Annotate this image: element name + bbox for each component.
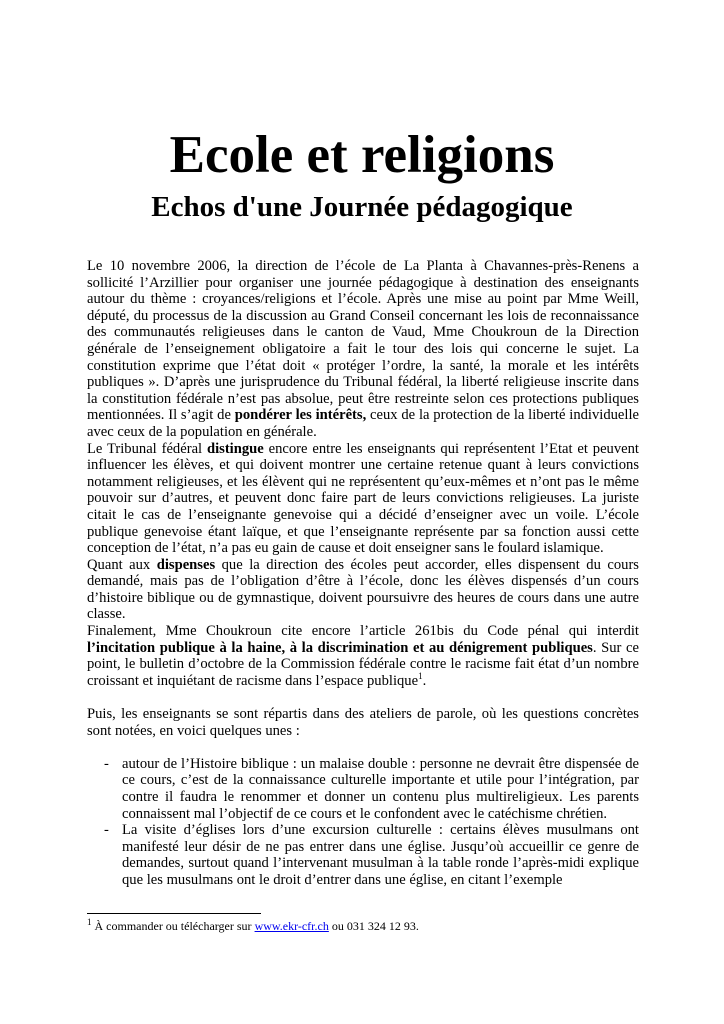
page-subtitle: Echos d'une Journée pédagogique [151, 191, 573, 223]
paragraph-dispenses-text-end: que la direction des écoles peut accorder, elles dispensent du cours demandé, mais pas de l’obligation d’être à l’école, donc les élèves dispensés d’un cours d’histoire biblique ou de gymnastique, doivent poursuivre des heures de cours dans une autre classe. [87, 556, 639, 623]
list-item-text: La visite d’églises lors d’une excursion culturelle : certains élèves musulmans ont manifesté leur désir de ne pas entrer dans une église. Jusqu’où accueillir ce genre de demandes, surtout quand l’intervenant musulman à la table ronde l’après-midi explique que les musulmans ont le droit d’entrer dans une église, en citant l’exemple [122, 822, 639, 888]
paragraph-dispenses-bold: dispenses [156, 556, 216, 573]
paragraph-spacer [87, 689, 639, 706]
paragraph-code-penal-text: Finalement, Mme Choukroun cite encore l’article 261bis du Code pénal qui interdit [87, 623, 639, 640]
paragraph-intro-text: Le 10 novembre 2006, la direction de l’école de La Planta à Chavannes-près-Renens a sollicité l’Arzillier pour organiser une journée pédagogique à destination des enseignants autour du thème : croyances/religions et l’école. Après une mise au point par Mme Weill, député, du processus de la discussion au Grand Conseil concernant les lois de reconnaissance des communautés religieuses dans le canton de Vaud, Mme Choukroun de la Direction générale de l’enseignement obligatoire a fait le tour des lois qui concerne le sujet. La constitution exprime que l’état doit « protéger l’ordre, la santé, la morale et les intérêts publiques ». D’après une jurisprudence du Tribunal fédéral, la liberté religieuse inscrite dans la constitution fédérale n’est pas absolue, peut être restreinte selon ces protections publiques mentionnées. Il s’agit de [87, 258, 639, 424]
footnote-reference[interactable]: 1 [418, 670, 423, 681]
paragraph-intro-bold: pondérer les intérêts, [234, 407, 367, 424]
paragraph-intro-text-end: ceux de la protection de la liberté individuelle avec ceux de la population en générale. [87, 407, 639, 440]
footnote-text: À commander ou télécharger sur [91, 919, 255, 933]
footnote-separator [87, 913, 261, 914]
paragraph-tribunal-text: Le Tribunal fédéral [87, 440, 207, 457]
footnote-number: 1 [87, 917, 92, 927]
paragraph-dispenses [87, 557, 639, 623]
list-item-text: autour de l’Histoire biblique : un malaise double : personne ne devrait être dispensée de ce cours, c’est de la connaissance culturelle importante et utile pour l’intégration, par contre il faudra le renommer et donner un contenu plus multireligieux. Les parents connaissent mal l’objectif de ce cours et le confondent avec le catéchisme chrétien. [122, 755, 639, 822]
article-body [87, 258, 639, 889]
paragraph-tribunal [87, 441, 639, 557]
dash-bullet: - [104, 755, 109, 772]
footnote-link[interactable]: www.ekr-cfr.ch [254, 919, 329, 933]
footnote-text-end: ou 031 324 12 93. [328, 919, 419, 933]
paragraph-code-penal-text-end: . [422, 672, 427, 689]
paragraph-tribunal-bold: distingue [206, 440, 264, 457]
questions-list [87, 756, 639, 889]
paragraph-tribunal-text-end: encore entre les enseignants qui représentent l’Etat et peuvent influencer les élèves, et qui doivent montrer une certaine retenue quant à leurs convictions notamment religieuses, et les élèvent qui ne représentent qu’eux-mêmes et n’ont pas le même pouvoir sur d’autres, et peuvent donc faire part de leurs convictions religieuses. La juriste citait le cas de l’enseignante genevoise qui a décidé d’enseigner avec un voile. L’école publique genevoise étant laïque, et que l’enseignante représente par sa fonction aussi cette conception de l’état, n’a pas eu gain de cause et doit enseigner sans le foulard islamique. [87, 440, 639, 557]
paragraph-code-penal-text-mid: . Sur ce point, le bulletin d’octobre de la Commission fédérale contre le racisme fait état d’un nombre croissant et inquiétant de racisme dans l’espace publique [87, 639, 639, 689]
list-item [87, 756, 639, 822]
list-item [87, 822, 639, 888]
paragraph-code-penal-bold: l’incitation publique à la haine, à la discrimination et au dénigrement publiques [87, 639, 593, 656]
paragraph-code-penal [87, 623, 639, 689]
paragraph-dispenses-text: Quant aux [87, 556, 157, 573]
dash-bullet: - [104, 822, 109, 839]
page-title: Ecole et religions [169, 126, 555, 184]
paragraph-ateliers: Puis, les enseignants se sont répartis dans des ateliers de parole, où les questions concrètes sont notées, en voici quelques unes : [87, 706, 639, 739]
footnote [87, 919, 639, 933]
paragraph-intro [87, 258, 639, 441]
paragraph-spacer [87, 739, 639, 756]
